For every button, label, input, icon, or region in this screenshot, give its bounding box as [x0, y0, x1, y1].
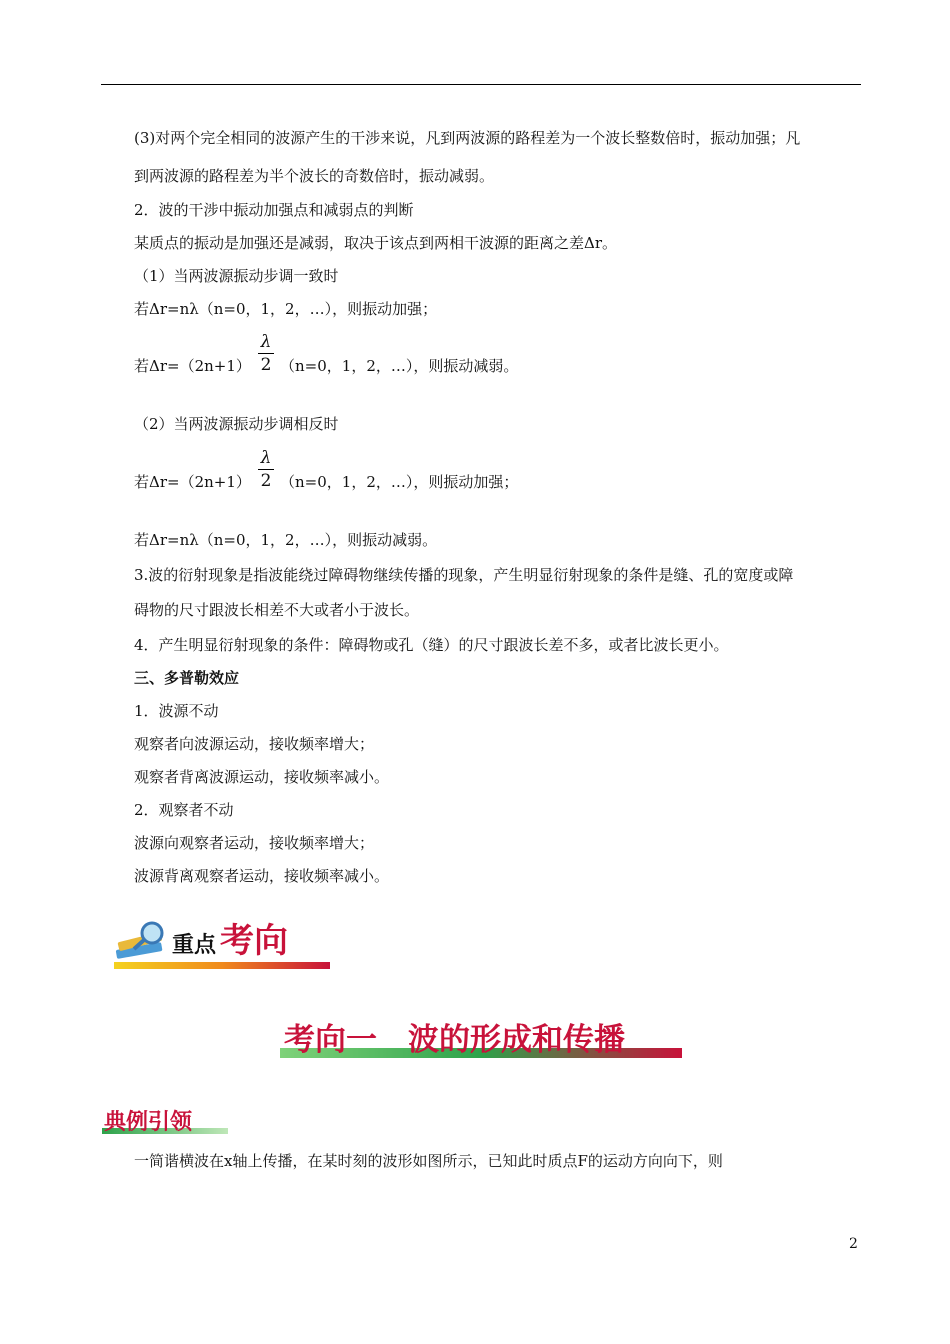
example-banner: [100, 1104, 232, 1140]
section-title-text: 考向一 波的形成和传播: [284, 1022, 625, 1058]
section-title-banner: [276, 1016, 686, 1064]
fraction-numerator: λ: [260, 332, 272, 352]
case-2-heading: （2）当两波源振动步调相反时: [134, 415, 339, 433]
fraction-lambda-half-2: [256, 448, 276, 491]
para-distance-difference: 某质点的振动是加强还是减弱，取决于该点到两相干波源的距离之差Δr。: [134, 234, 618, 252]
page-number: 2: [849, 1236, 858, 1252]
doppler-source-still: 1．波源不动: [134, 702, 219, 720]
case-1-weaken-suffix: （n=0，1，2，…），则振动减弱。: [280, 357, 519, 375]
para-diffraction-condition: 4．产生明显衍射现象的条件：障碍物或孔（缝）的尺寸跟波长差不多，或者比波长更小。: [134, 636, 729, 654]
fraction-lambda-half: [256, 332, 276, 375]
fraction-denominator: 2: [260, 471, 272, 491]
example-problem-stem: 一简谐横波在x轴上传播，在某时刻的波形如图所示，已知此时质点F的运动方向向下，则: [134, 1152, 723, 1170]
para-interference-1: (3)对两个完全相同的波源产生的干涉来说，凡到两波源的路程差为一个波长整数倍时，振动加强；凡: [134, 129, 801, 147]
case-2-weaken: 若Δr=nλ（n=0，1，2，…），则振动减弱。: [134, 531, 438, 549]
case-1-weaken-prefix: 若Δr=（2n+1）: [134, 357, 251, 375]
doppler-observer-still: 2．观察者不动: [134, 801, 234, 819]
banner-key-focus-text: 重点 考向: [172, 921, 289, 961]
para-diffraction-1: 3.波的衍射现象是指波能绕过障碍物继续传播的现象，产生明显衍射现象的条件是缝、孔的宽度或障: [134, 566, 794, 584]
case-2-strengthen-prefix: 若Δr=（2n+1）: [134, 473, 251, 491]
header-rule: [101, 84, 861, 85]
doppler-observer-toward: 观察者向波源运动，接收频率增大；: [134, 735, 375, 753]
para-diffraction-2: 碍物的尺寸跟波长相差不大或者小于波长。: [134, 601, 420, 619]
para-interference-2: 到两波源的路程差为半个波长的奇数倍时，振动减弱。: [134, 167, 495, 185]
doppler-source-away: 波源背离观察者运动，接收频率减小。: [134, 867, 390, 885]
books-magnifier-icon: [116, 923, 163, 959]
example-text: 典例引领: [104, 1109, 193, 1135]
case-2-strengthen-suffix: （n=0，1，2，…），则振动加强；: [280, 473, 519, 491]
doppler-source-toward: 波源向观察者运动，接收频率增大；: [134, 834, 375, 852]
doppler-observer-away: 观察者背离波源运动，接收频率减小。: [134, 768, 390, 786]
heading-doppler: 三、多普勒效应: [134, 669, 240, 687]
key-focus-banner: [112, 918, 332, 974]
heading-judgement: 2．波的干涉中振动加强点和减弱点的判断: [134, 201, 414, 219]
fraction-denominator: 2: [260, 355, 272, 375]
case-1-heading: （1）当两波源振动步调一致时: [134, 267, 339, 285]
case-1-strengthen: 若Δr=nλ（n=0，1，2，…），则振动加强；: [134, 300, 438, 318]
fraction-numerator: λ: [260, 448, 272, 468]
